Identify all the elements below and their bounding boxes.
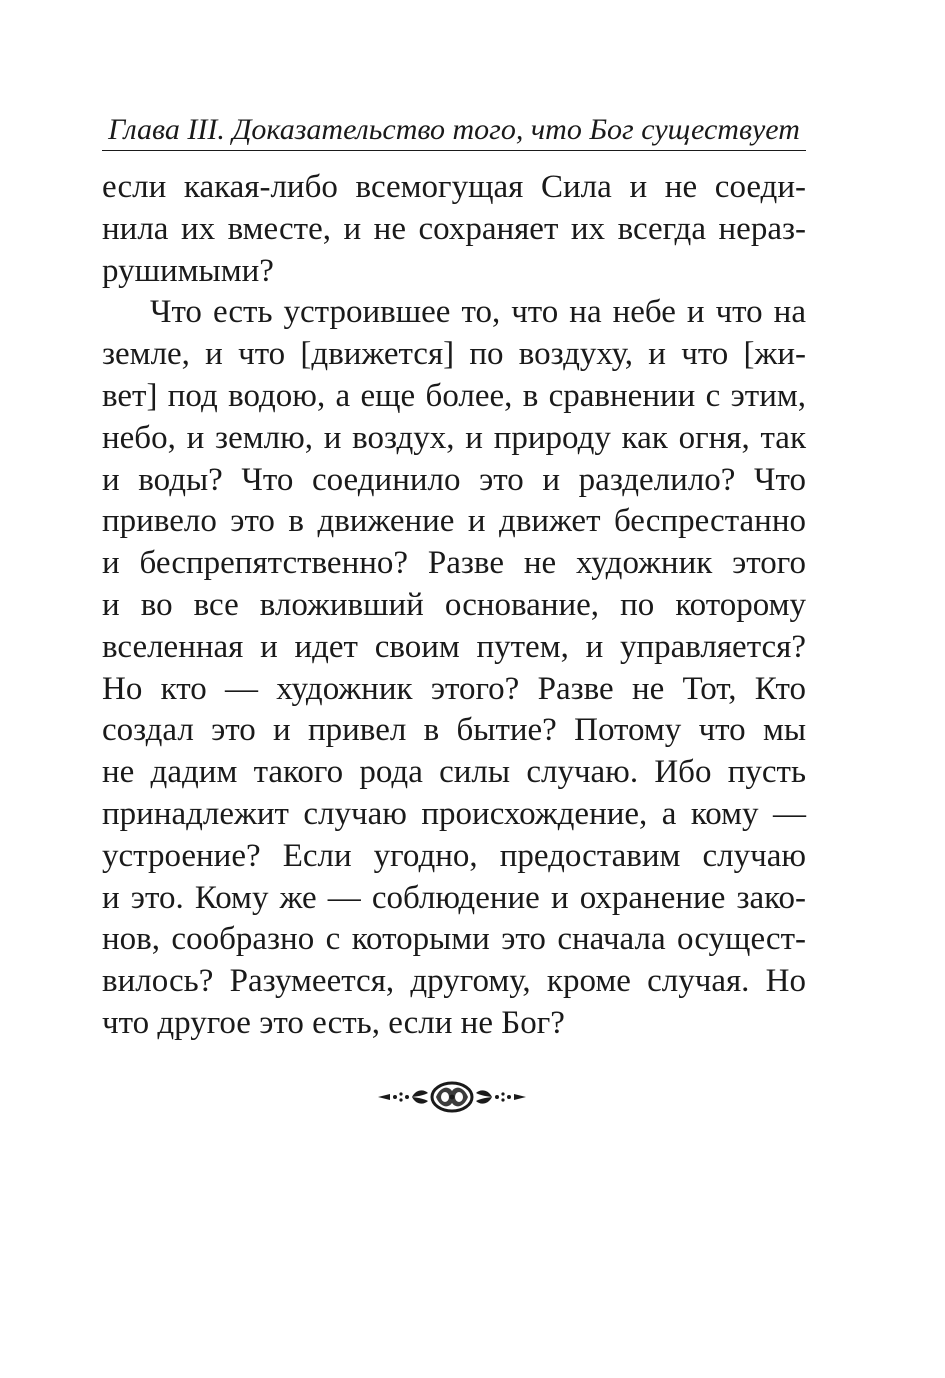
header-rule [102, 150, 806, 151]
running-head: Глава III. Доказательство того, что Бог существует [108, 113, 800, 146]
text-line: и беспрепятственно? Разве не художник этого [102, 545, 806, 582]
text-line: земле, и что [движется] по воздуху, и что [жи- [102, 336, 806, 373]
body-text [102, 167, 806, 1045]
text-line: не дадим такого рода силы случаю. Ибо пусть [102, 754, 806, 791]
text-line: устроение? Если угодно, предоставим случаю [102, 837, 806, 874]
text-line: что другое это есть, если не Бог? [102, 1004, 565, 1041]
text-line: Что есть устроившее то, что на небе и что на [150, 294, 806, 331]
text-line: если какая-либо всемогущая Сила и не соеди- [102, 169, 806, 205]
text-line: нила их вместе, и не сохраняет их всегда нераз- [102, 210, 806, 247]
text-line: создал это и привел в бытие? Потому что мы [102, 712, 806, 749]
text-line: привело это в движение и движет беспрестанно [102, 503, 806, 540]
text-line: вилось? Разумеется, другому, кроме случая. Но [102, 963, 806, 1000]
ornament-icon [376, 1077, 528, 1117]
text-line: Но кто — художник этого? Разве не Тот, Кто [102, 670, 806, 707]
text-line: и воды? Что соединило это и разделило? Что [102, 461, 806, 498]
text-line: и это. Кому же — соблюдение и охранение зако- [102, 879, 806, 916]
text-line: и во все вложивший основание, по которому [102, 586, 806, 623]
text-line: нов, сообразно с которыми это сначала осущест- [102, 921, 806, 958]
text-line: принадлежит случаю происхождение, а кому — [102, 795, 806, 832]
text-line: вет] под водою, а еще более, в сравнении с этим, [102, 377, 806, 414]
text-line: небо, и землю, и воздух, и природу как огня, так [102, 419, 806, 456]
text-line: вселенная и идет своим путем, и управляется? [102, 628, 806, 665]
text-line: рушимыми? [102, 252, 274, 289]
